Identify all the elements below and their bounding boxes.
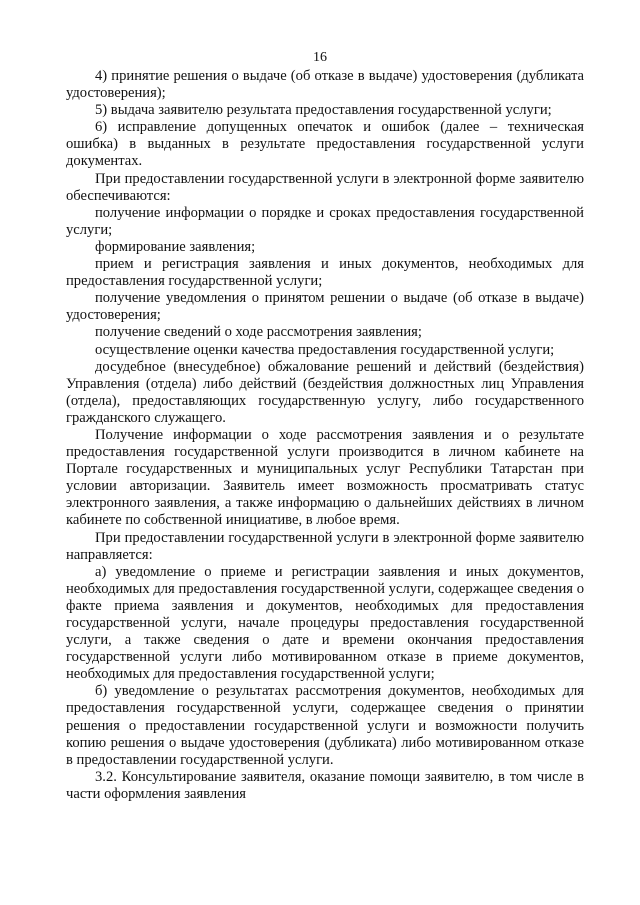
paragraph-quality-assessment: осуществление оценки качества предоставления государственной услуги; xyxy=(95,341,555,358)
paragraph-notification-b: б) уведомление о результатах рассмотрения документов, необходимых для предоставления государственной услуги, содержащее сведения о принятии решения о предоставлении государственной услуги и возможности получить копию решения о выдаче удостоверения (дубликата) либо мотивированном отказе в предоставлении государственной услуги. xyxy=(66,683,584,768)
paragraph-notification-a: а) уведомление о приеме и регистрации заявления и иных документов, необходимых для предоставления государственной услуги, содержащее сведения о факте приема заявления и документов, необходимых для предоставления государственной услуги, начале процедуры предоставления государственной услуги, а также сведения о дате и времени окончания предоставления государственной услуги либо мотивированном отказе в приеме документов, необходимых для предоставления государственной услуги; xyxy=(66,563,584,683)
paragraph-item-5: 5) выдача заявителю результата предоставления государственной услуги; xyxy=(95,102,552,119)
paragraph-info-receipt: получение информации о порядке и сроках предоставления государственной услуги; xyxy=(66,204,584,238)
paragraph-personal-cabinet: Получение информации о ходе рассмотрения заявления и о результате предоставления государственной услуги производится в личном кабинете на Портале государственных и муниципальных услуг Республики Татарстан при условии авторизации. Заявитель имеет возможность просматривать статус электронного заявления, а также информацию о дальнейших действиях в личном кабинете по собственной инициативе, в любое время. xyxy=(66,426,584,529)
section-heading-3-2: 3.2. Консультирование заявителя, оказание помощи заявителю, в том числе в части оформления заявления xyxy=(66,768,584,802)
paragraph-item-4: 4) принятие решения о выдаче (об отказе в выдаче) удостоверения (дубликата удостоверения); xyxy=(66,68,584,102)
paragraph-appeal: досудебное (внесудебное) обжалование решений и действий (бездействия) Управления (отдела) либо действий (бездействия должностных лиц Управления (отдела), предоставляющих государственную услугу, либо государственного гражданского служащего. xyxy=(66,358,584,426)
paragraph-electronic-form-intro: При предоставлении государственной услуги в электронной форме заявителю обеспечиваются: xyxy=(66,170,584,204)
paragraph-application-forming: формирование заявления; xyxy=(95,238,256,255)
paragraph-decision-notice: получение уведомления о принятом решении о выдаче (об отказе в выдаче) удостоверения; xyxy=(66,290,584,324)
document-body xyxy=(66,68,584,803)
paragraph-notification-intro: При предоставлении государственной услуги в электронной форме заявителю направляется: xyxy=(66,529,584,563)
page-number: 16 xyxy=(313,50,327,65)
paragraph-status-info: получение сведений о ходе рассмотрения заявления; xyxy=(95,324,422,341)
paragraph-registration: прием и регистрация заявления и иных документов, необходимых для предоставления государственной услуги; xyxy=(66,256,584,290)
paragraph-item-6: 6) исправление допущенных опечаток и ошибок (далее – техническая ошибка) в выданных в результате предоставления государственной услуги документах. xyxy=(66,119,584,170)
